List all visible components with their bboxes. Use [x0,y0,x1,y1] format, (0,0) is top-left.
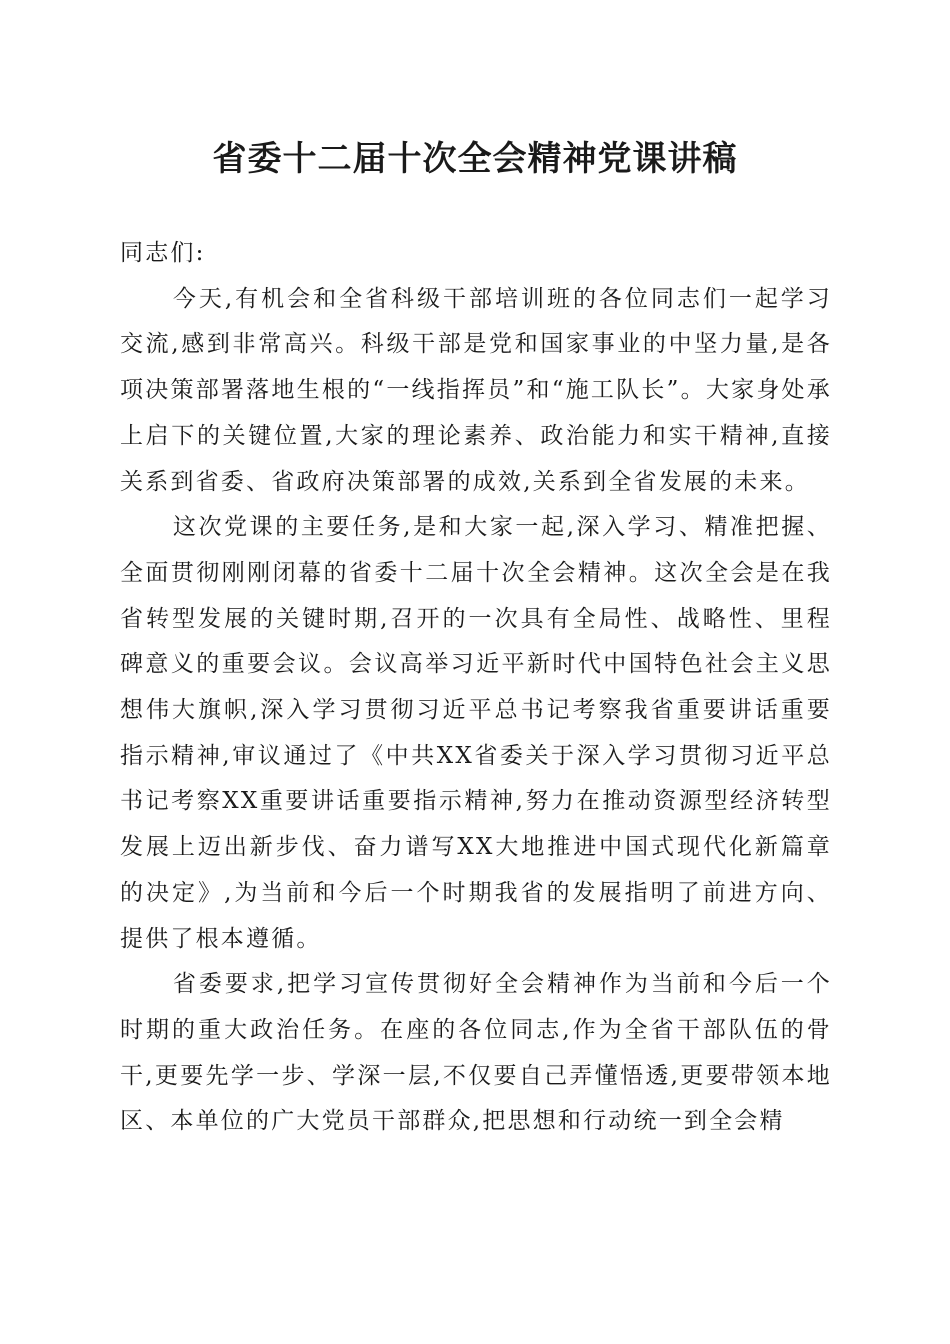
paragraph-3: 省委要求,把学习宣传贯彻好全会精神作为当前和今后一个时期的重大政治任务。在座的各位同志,作为全省干部队伍的骨干,更要先学一步、学深一层,不仅要自己弄懂悟透,更要带领本地区、本单位的广大党员干部群众,把思想和行动统一到全会精 [120,971,832,1135]
document-title: 省委十二届十次全会精神党课讲稿 [212,139,738,179]
salutation: 同志们: [120,240,206,266]
document-body [120,231,832,1145]
paragraph-2: 这次党课的主要任务,是和大家一起,深入学习、精准把握、全面贯彻刚刚闭幕的省委十二届十次全会精神。这次全会是在我省转型发展的关键时期,召开的一次具有全局性、战略性、里程碑意义的重要会议。会议高举习近平新时代中国特色社会主义思想伟大旗帜,深入学习贯彻习近平总书记考察我省重要讲话重要指示精神,审议通过了《中共XX省委关于深入学习贯彻习近平总书记考察XX重要讲话重要指示精神,努力在推动资源型经济转型发展上迈出新步伐、奋力谱写XX大地推进中国式现代化新篇章的决定》,为当前和今后一个时期我省的发展指明了前进方向、提供了根本遵循。 [120,514,832,952]
paragraph-1: 今天,有机会和全省科级干部培训班的各位同志们一起学习交流,感到非常高兴。科级干部是党和国家事业的中坚力量,是各项决策部署落地生根的“一线指挥员”和“施工队长”。大家身处承上启下的关键位置,大家的理论素养、政治能力和实干精神,直接关系到省委、省政府决策部署的成效,关系到全省发展的未来。 [120,285,832,495]
